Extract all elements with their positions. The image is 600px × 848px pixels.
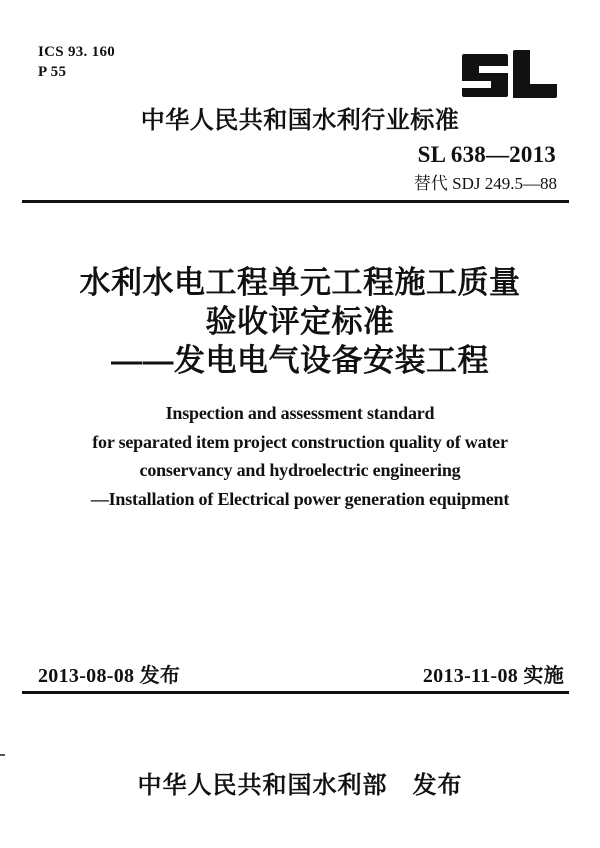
- publisher-line: 中华人民共和国水利部 发布: [137, 772, 463, 799]
- english-title-line-3: conservancy and hydroelectric engineering: [139, 460, 461, 480]
- sl-logo: [462, 50, 558, 98]
- english-title-line-1: Inspection and assessment standard: [165, 403, 435, 423]
- chinese-title-line-1: 水利水电工程单元工程施工质量: [79, 265, 521, 300]
- issue-date: 2013-08-08 发布: [38, 665, 181, 687]
- classification-code: P 55: [38, 64, 67, 80]
- implement-date: 2013-11-08 实施: [422, 665, 564, 687]
- top-divider-rule: [22, 200, 569, 203]
- bottom-divider-rule: [22, 691, 569, 694]
- english-title-line-2: for separated item project construction quality of water: [92, 431, 508, 452]
- english-title-line-4: —Installation of Electrical power generation equipment: [90, 488, 510, 509]
- sl-logo-text: [462, 98, 463, 99]
- industry-standard-header: 中华人民共和国水利行业标准: [140, 107, 460, 134]
- sl-logo-graphic: [462, 50, 558, 98]
- replaces-note: 替代 SDJ 249.5—88: [413, 174, 557, 193]
- chinese-title-line-2: 验收评定标准: [205, 304, 395, 339]
- scan-artifact-mark: [0, 754, 5, 756]
- english-title-block: [0, 399, 600, 513]
- chinese-title-block: [0, 263, 600, 380]
- ics-code: ICS 93. 160: [38, 44, 116, 60]
- standard-number: SL 638—2013: [417, 142, 556, 167]
- chinese-title-line-3: ——发电电气设备安装工程: [111, 343, 489, 378]
